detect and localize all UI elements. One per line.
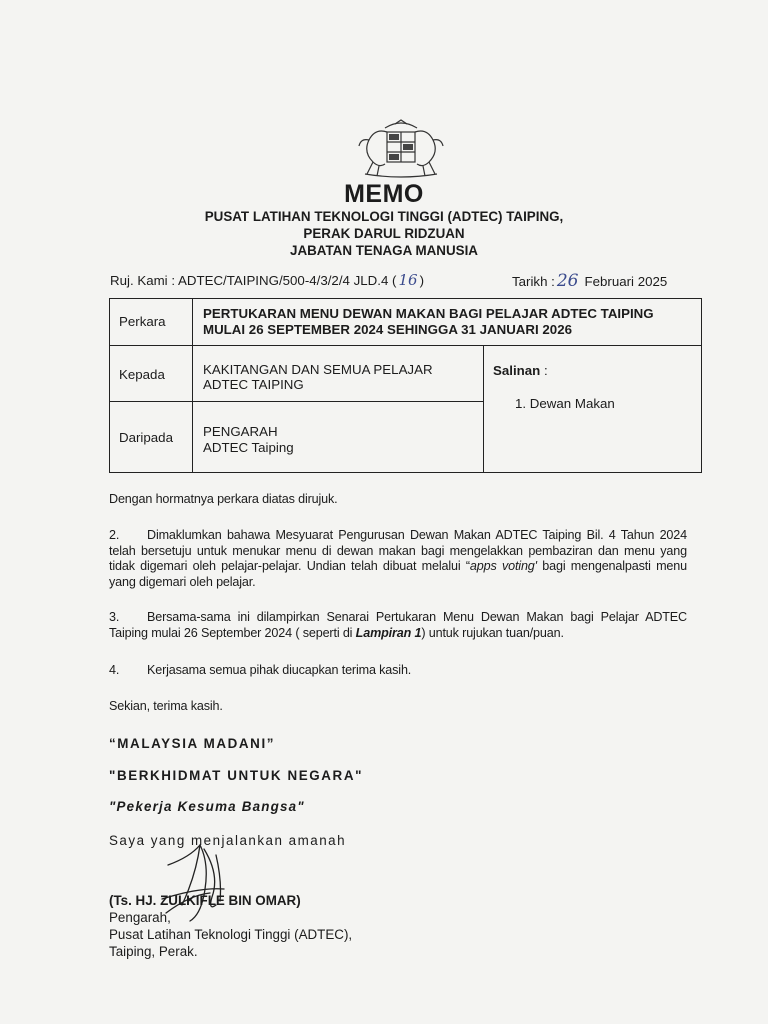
signatory-name: (Ts. HJ. ZULKIFLE BIN OMAR) [109, 893, 301, 908]
paragraph-4 [109, 663, 687, 679]
memo-title: MEMO [344, 180, 424, 208]
paragraph-2 [109, 528, 687, 590]
paragraph-3 [109, 610, 687, 641]
paragraph-text: Kerjasama semua pihak diucapkan terima kasih. [147, 663, 412, 677]
org-name-line2: PERAK DARUL RIDZUAN [303, 226, 465, 241]
from-line1: PENGARAH [203, 424, 278, 439]
org-name-line1: PUSAT LATIHAN TEKNOLOGI TINGGI (ADTEC) TAIPING, [204, 209, 564, 224]
paragraph-text: Dimaklumkan bahawa Mesyuarat Pengurusan Dewan Makan ADTEC Taiping Bil. 4 Tahun 2024 telah bersetuju untuk menukar menu di dewan makan bagi mengelakkan pembaziran dan menu yang tidak digemari oleh pelajar-pelajar. Undian telah dibuat melalui “ [109, 528, 687, 573]
trust-line: Saya yang menjalankan amanah [109, 833, 347, 848]
memo-date [512, 271, 667, 291]
date-month-year: Februari 2025 [584, 274, 668, 289]
reference-number [110, 271, 424, 289]
to-line1: KAKITANGAN DAN SEMUA PELAJAR [203, 362, 433, 377]
paragraph-number: 3. [109, 610, 120, 624]
from-label: Daripada [119, 430, 173, 445]
signatory-location: Taiping, Perak. [109, 944, 198, 959]
closing-line: Sekian, terima kasih. [109, 699, 223, 713]
handwritten-signature [160, 835, 270, 925]
paragraph-number: 2. [109, 528, 120, 542]
reference-label: Ruj. Kami : ADTEC/TAIPING/500-4/3/2/4 JLD.4 ( [110, 273, 397, 288]
subject-line2: MULAI 26 SEPTEMBER 2024 SEHINGGA 31 JANUARI 2026 [203, 322, 572, 337]
slogan-berkhidmat: "BERKHIDMAT UNTUK NEGARA" [109, 768, 364, 783]
copy-to [493, 363, 548, 378]
signatory-position: Pengarah, [109, 910, 171, 925]
paragraph-number: 4. [109, 663, 120, 677]
date-handwritten-day: 26 [556, 271, 579, 291]
from-line2: ADTEC Taiping [203, 440, 294, 455]
to-line2: ADTEC TAIPING [203, 377, 304, 392]
copy-item: 1. Dewan Makan [515, 396, 615, 411]
paragraph-italic-term: apps voting' [469, 559, 537, 573]
date-label: Tarikh : [512, 274, 555, 289]
paragraph-text: ) untuk rujukan tuan/puan. [421, 625, 564, 640]
copy-label: Salinan [493, 363, 541, 378]
coat-of-arms-emblem [355, 118, 447, 180]
reference-handwritten-number: 16 [398, 271, 418, 289]
table-border [109, 472, 702, 473]
copy-colon: : [544, 363, 548, 378]
subject-label: Perkara [119, 314, 166, 329]
table-border [109, 345, 702, 346]
reference-close: ) [419, 273, 425, 288]
org-name-line3: JABATAN TENAGA MANUSIA [290, 243, 478, 258]
paragraph-text: bagi mengenalpasti menu yang digemari oleh pelajar. [109, 559, 687, 589]
signatory-organisation: Pusat Latihan Teknologi Tinggi (ADTEC), [109, 927, 353, 942]
subject-line1: PERTUKARAN MENU DEWAN MAKAN BAGI PELAJAR ADTEC TAIPING [203, 306, 654, 321]
to-label: Kepada [119, 367, 165, 382]
table-border [192, 298, 193, 473]
table-border [109, 298, 110, 473]
slogan-malaysia-madani: “MALAYSIA MADANI” [109, 736, 276, 751]
table-border [701, 298, 702, 473]
paragraph-text: Bersama-sama ini dilampirkan Senarai Pertukaran Menu Dewan Makan bagi Pelajar ADTEC Taiping mulai 26 September 2024 ( seperti di [109, 610, 687, 640]
table-border [483, 345, 484, 473]
table-border [109, 401, 483, 402]
memo-header-table [109, 298, 702, 473]
slogan-pekerja: "Pekerja Kesuma Bangsa" [109, 799, 305, 814]
table-border [109, 298, 702, 299]
attachment-reference: Lampiran 1 [355, 625, 422, 640]
opening-line: Dengan hormatnya perkara diatas dirujuk. [109, 492, 338, 506]
